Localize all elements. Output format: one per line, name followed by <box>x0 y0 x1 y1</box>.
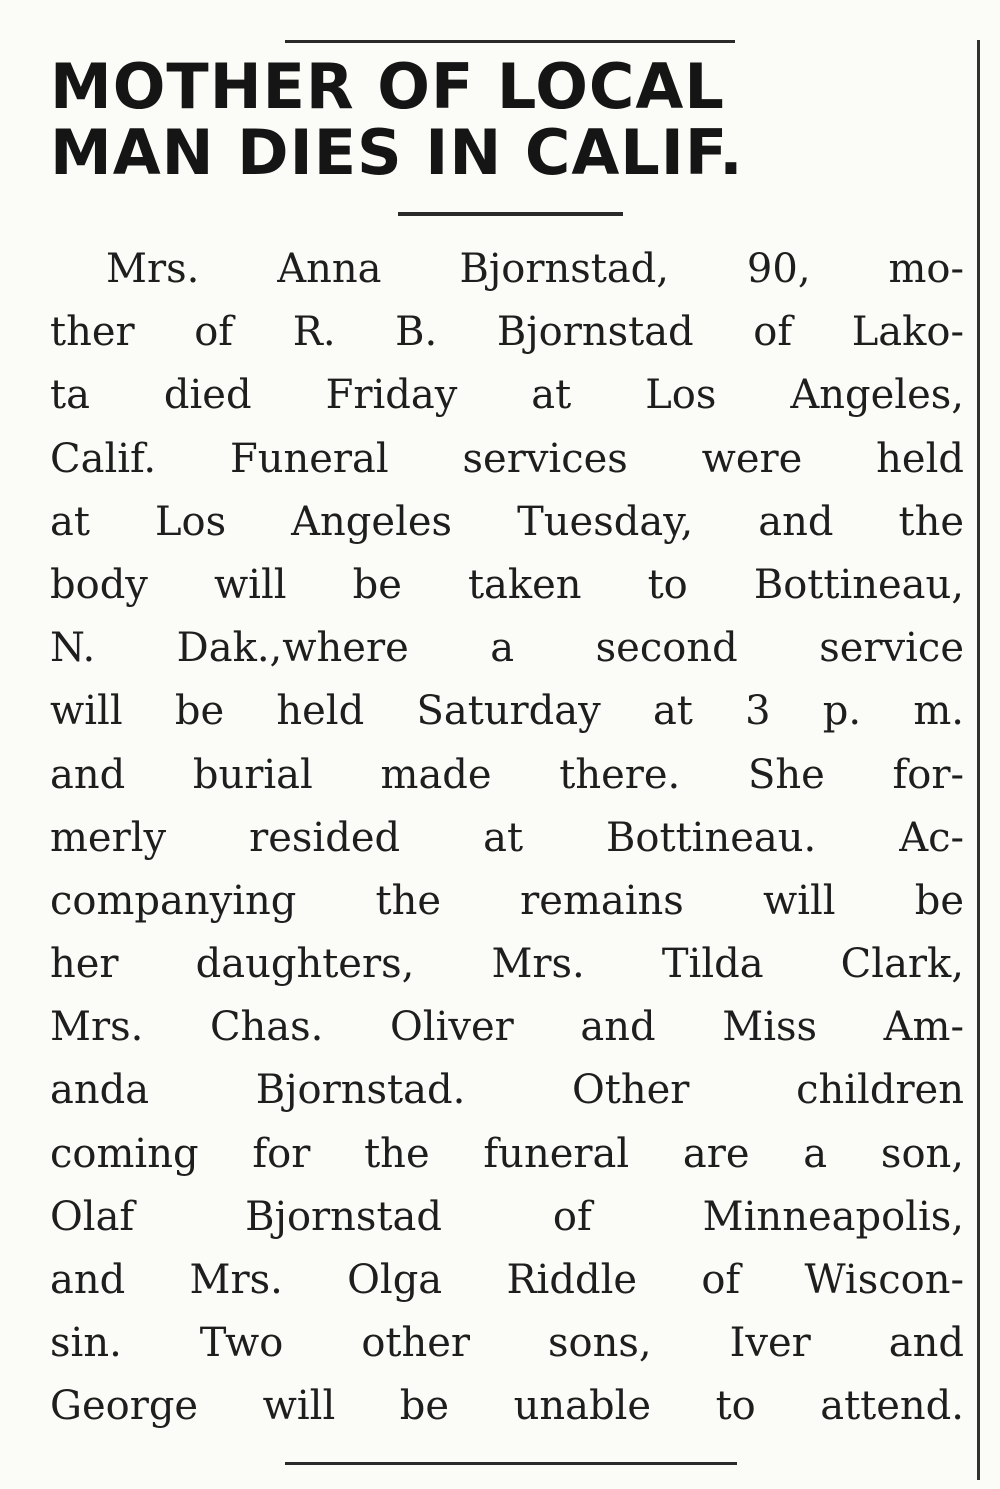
article-line: Calif. Funeral services were held <box>50 435 964 482</box>
article-line: George will be unable to attend. <box>50 1383 964 1430</box>
article-line: coming for the funeral are a son, <box>50 1130 964 1177</box>
article-line: body will be taken to Bottineau, <box>50 561 964 608</box>
article-body <box>50 238 964 1439</box>
column-border <box>977 40 980 1480</box>
article-line: companying the remains will be <box>50 877 964 924</box>
article-line: Mrs. Chas. Oliver and Miss Am- <box>50 1004 964 1051</box>
article-line: merly resided at Bottineau. Ac- <box>50 814 964 861</box>
article-line: Mrs. Anna Bjornstad, 90, mo- <box>106 246 964 292</box>
headline-divider-rule <box>398 212 623 216</box>
article-line: ther of R. B. Bjornstad of Lako- <box>50 309 964 356</box>
article-line: sin. Two other sons, Iver and <box>50 1320 964 1367</box>
headline-line-1: MOTHER OF LOCAL <box>50 50 725 123</box>
headline-line-2: MAN DIES IN CALIF. <box>50 116 744 189</box>
article-line: anda Bjornstad. Other children <box>50 1067 964 1114</box>
article-line: will be held Saturday at 3 p. m. <box>50 688 964 735</box>
article-line: her daughters, Mrs. Tilda Clark, <box>50 941 964 988</box>
headline <box>50 50 950 189</box>
bottom-rule <box>285 1462 737 1465</box>
top-rule <box>285 40 735 43</box>
article-line: N. Dak.,where a second service <box>50 625 964 672</box>
article-line: and burial made there. She for- <box>50 751 964 798</box>
article-line: Olaf Bjornstad of Minneapolis, <box>50 1193 964 1240</box>
article-line: ta died Friday at Los Angeles, <box>50 372 964 419</box>
article-line: at Los Angeles Tuesday, and the <box>50 498 964 545</box>
article-line: and Mrs. Olga Riddle of Wiscon- <box>50 1257 964 1303</box>
